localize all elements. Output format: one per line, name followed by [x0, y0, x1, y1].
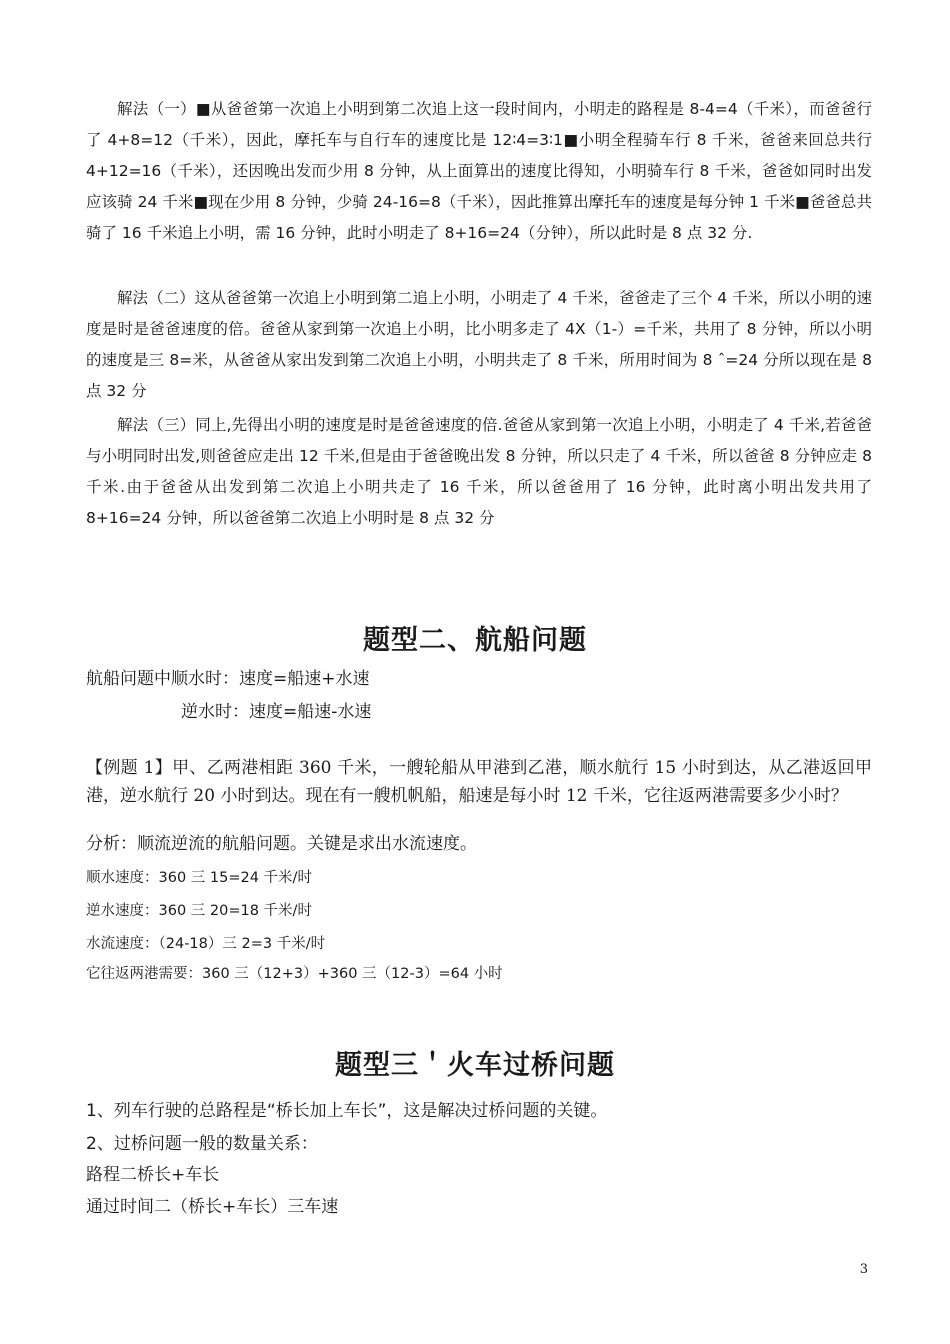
solution-3-paragraph: 解法（三）同上,先得出小明的速度是时是爸爸速度的倍.爸爸从家到第一次追上小明，小明走了 4 千米,若爸爸与小明同时出发,则爸爸应走出 12 千米,但是由于爸爸晚出发 8 分钟，所以只走了 4 千米，所以爸爸 8 分钟应走 8 千米.由于爸爸从出发到第二次追上小明共走了 16 千米，所以爸爸用了 16 分钟，此时离小明出发共用了 8+16=24 分钟，所以爸爸第二次追上小明时是 8 点 32 分: [86, 416, 872, 527]
bridge-formula-distance: 路程二桥长+车长: [86, 1165, 220, 1185]
analysis-text: 分析：顺流逆流的航船问题。关键是求出水流速度。: [86, 834, 477, 854]
calc-round-trip-time: 它往返两港需要：360 三（12+3）+360 三（12-3）=64 小时: [86, 966, 503, 982]
calc-current-speed: 水流速度：（24-18）三 2=3 千米/时: [86, 936, 326, 952]
section-heading-boat: 题型二、航船问题: [363, 625, 587, 656]
calc-downstream-speed: 顺水速度：360 三 15=24 千米/时: [86, 870, 312, 886]
solution-2-paragraph: 解法（二）这从爸爸第一次追上小明到第二追上小明，小明走了 4 千米，爸爸走了三个 4 千米，所以小明的速度是时是爸爸速度的倍。爸爸从家到第一次追上小明，比小明多走了 4X（1-）=千米，共用了 8 分钟，所以小明的速度是三 8=米，从爸爸从家出发到第二次追上小明，小明共走了 8 千米，所用时间为 8 ˆ=24 分所以现在是 8 点 32 分: [86, 289, 872, 400]
page-number: 3: [859, 1262, 868, 1277]
solution-1-paragraph: 解法（一）■从爸爸第一次追上小明到第二次追上这一段时间内，小明走的路程是 8-4=4（千米），而爸爸行了 4+8=12（千米），因此，摩托车与自行车的速度比是 12∶4=3∶1■小明全程骑车行 8 千米，爸爸来回总共行 4+12=16（千米），还因晚出发而少用 8 分钟，从上面算出的速度比得知，小明骑车行 8 千米，爸爸如同时出发应该骑 24 千米■现在少用 8 分钟，少骑 24-16=8（千米），因此推算出摩托车的速度是每分钟 1 千米■爸爸总共骑了 16 千米追上小明，需 16 分钟，此时小明走了 8+16=24（分钟），所以此时是 8 点 32 分.: [86, 100, 872, 242]
boat-formula-upstream: 逆水时：速度=船速-水速: [181, 702, 372, 722]
bridge-formula-time: 通过时间二（桥长+车长）三车速: [86, 1197, 339, 1217]
bridge-point-1: 1、列车行驶的总路程是“桥长加上车长”，这是解决过桥问题的关键。: [86, 1101, 608, 1121]
bridge-point-2: 2、过桥问题一般的数量关系：: [86, 1134, 318, 1154]
boat-formula-downstream: 航船问题中顺水时：速度=船速+水速: [86, 669, 370, 689]
calc-upstream-speed: 逆水速度：360 三 20=18 千米/时: [86, 903, 312, 919]
example-1-text: 【例题 1】甲、乙两港相距 360 千米，一艘轮船从甲港到乙港，顺水航行 15 小时到达，从乙港返回甲港，逆水航行 20 小时到达。现在有一艘机帆船，船速是每小时 12 千米，它往返两港需要多少小时？: [86, 758, 872, 806]
section-heading-train: 题型三＇火车过桥问题: [335, 1050, 615, 1081]
